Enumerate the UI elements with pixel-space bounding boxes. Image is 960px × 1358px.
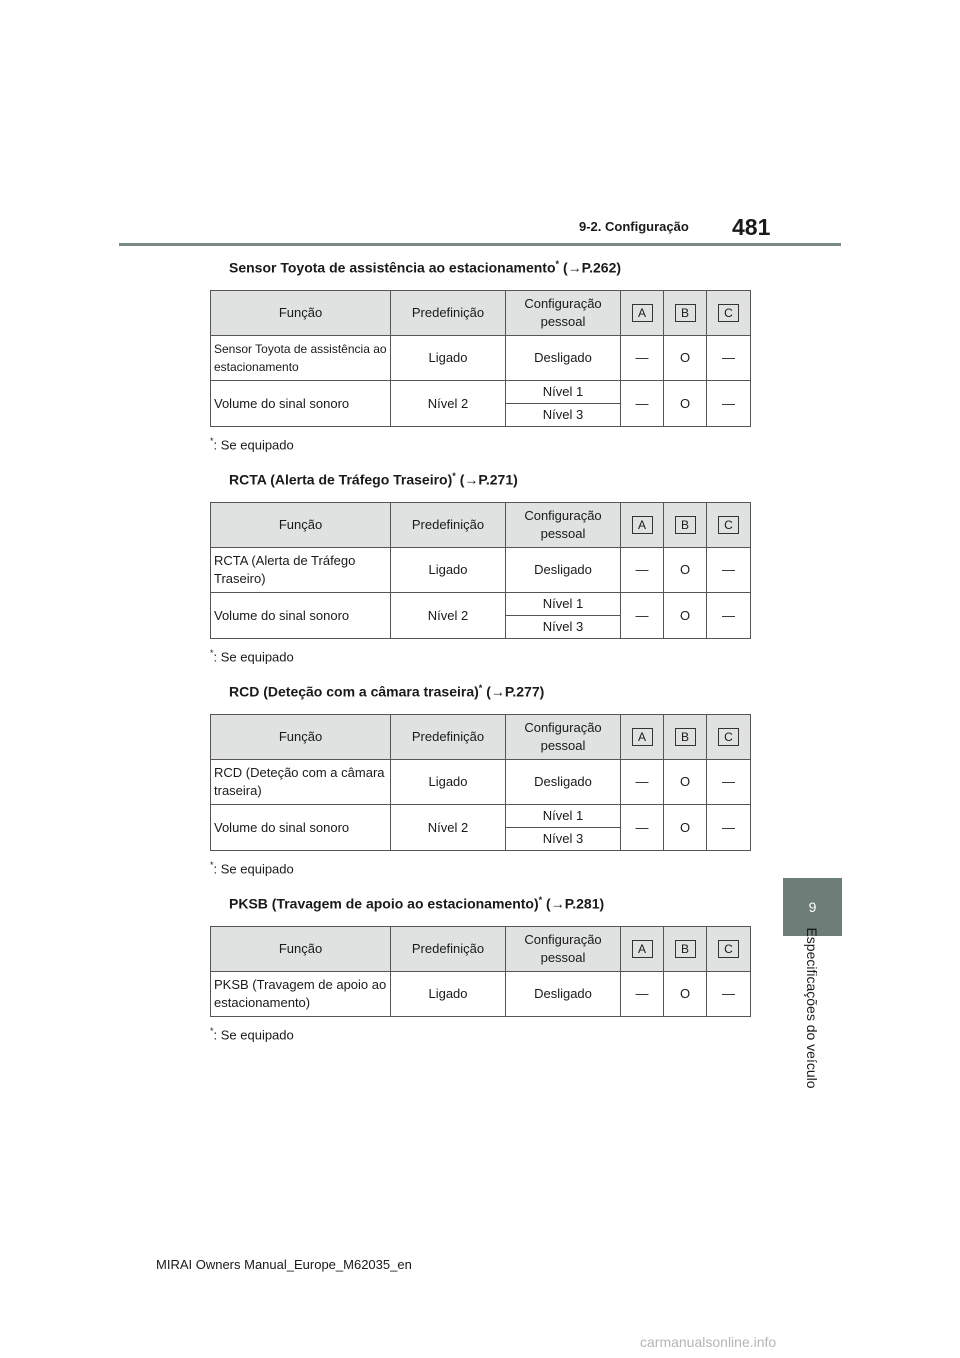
cell-custom: Nível 3 — [506, 616, 621, 639]
cell-a: — — [621, 972, 664, 1017]
cell-custom: Nível 3 — [506, 828, 621, 851]
cell-function: Volume do sinal sonoro — [211, 381, 391, 427]
footnote: *: Se equipado — [210, 1026, 294, 1043]
cell-custom: Nível 3 — [506, 404, 621, 427]
cell-default: Ligado — [391, 336, 506, 381]
cell-custom: Nível 1 — [506, 805, 621, 828]
col-b: B — [664, 503, 707, 548]
settings-table — [210, 502, 751, 639]
col-custom: Configuração pessoal — [506, 927, 621, 972]
section-rcd — [210, 677, 750, 876]
cell-a: — — [621, 381, 664, 427]
col-a: A — [621, 715, 664, 760]
table-header — [211, 715, 751, 760]
col-function: Função — [211, 503, 391, 548]
cell-c: — — [707, 805, 751, 851]
footer-manual-name: MIRAI Owners Manual_Europe_M62035_en — [156, 1257, 412, 1272]
section-title-parking-sensor: Sensor Toyota de assistência ao estacionamento* (→P.262) — [229, 259, 622, 276]
cell-a: — — [621, 805, 664, 851]
cell-b: O — [664, 336, 707, 381]
col-a: A — [621, 927, 664, 972]
section-title: 9-2. Configuração — [579, 219, 689, 234]
cell-c: — — [707, 381, 751, 427]
cell-custom: Nível 1 — [506, 381, 621, 404]
table-header — [211, 291, 751, 336]
cell-default: Ligado — [391, 548, 506, 593]
table-header — [211, 927, 751, 972]
settings-table — [210, 926, 751, 1017]
col-c: C — [707, 927, 751, 972]
cell-a: — — [621, 760, 664, 805]
col-a: A — [621, 503, 664, 548]
cell-function: PKSB (Travagem de apoio ao estacionamento) — [211, 972, 391, 1017]
section-parking-sensor — [210, 253, 750, 452]
cell-default: Nível 2 — [391, 805, 506, 851]
cell-a: — — [621, 548, 664, 593]
header-rule — [119, 243, 841, 246]
section-title-rcta: RCTA (Alerta de Tráfego Traseiro)* (→P.271) — [229, 471, 518, 488]
chapter-tab-number: 9 — [808, 899, 817, 915]
col-default: Predefinição — [391, 503, 506, 548]
table-row — [211, 593, 751, 616]
cell-b: O — [664, 548, 707, 593]
col-a: A — [621, 291, 664, 336]
table-row — [211, 805, 751, 828]
page-number: 481 — [732, 214, 771, 240]
cell-b: O — [664, 381, 707, 427]
footnote: *: Se equipado — [210, 648, 294, 665]
cell-c: — — [707, 548, 751, 593]
col-custom: Configuração pessoal — [506, 715, 621, 760]
col-function: Função — [211, 291, 391, 336]
table-row — [211, 336, 751, 381]
cell-custom: Desligado — [506, 336, 621, 381]
cell-a: — — [621, 593, 664, 639]
table-row — [211, 381, 751, 404]
chapter-label: Especificações do veículo — [804, 927, 820, 1089]
footnote: *: Se equipado — [210, 436, 294, 453]
cell-default: Nível 2 — [391, 593, 506, 639]
watermark: carmanualsonline.info — [640, 1334, 777, 1350]
cell-custom: Desligado — [506, 548, 621, 593]
cell-c: — — [707, 972, 751, 1017]
section-pksb — [210, 889, 750, 1042]
cell-b: O — [664, 593, 707, 639]
cell-c: — — [707, 760, 751, 805]
section-title-pksb: PKSB (Travagem de apoio ao estacionamento)* (→P.281) — [229, 895, 605, 912]
cell-function: Volume do sinal sonoro — [211, 805, 391, 851]
col-function: Função — [211, 715, 391, 760]
col-c: C — [707, 715, 751, 760]
table-header — [211, 503, 751, 548]
cell-c: — — [707, 593, 751, 639]
cell-default: Ligado — [391, 760, 506, 805]
col-custom: Configuração pessoal — [506, 291, 621, 336]
col-default: Predefinição — [391, 291, 506, 336]
cell-c: — — [707, 336, 751, 381]
table-row — [211, 548, 751, 593]
section-rcta — [210, 465, 750, 664]
table-row — [211, 972, 751, 1017]
col-function: Função — [211, 927, 391, 972]
col-default: Predefinição — [391, 927, 506, 972]
footnote: *: Se equipado — [210, 860, 294, 877]
cell-function: RCTA (Alerta de Tráfego Traseiro) — [211, 548, 391, 593]
settings-table — [210, 714, 751, 851]
cell-a: — — [621, 336, 664, 381]
cell-default: Nível 2 — [391, 381, 506, 427]
cell-custom: Nível 1 — [506, 593, 621, 616]
col-c: C — [707, 503, 751, 548]
settings-table — [210, 290, 751, 427]
cell-custom: Desligado — [506, 760, 621, 805]
cell-b: O — [664, 972, 707, 1017]
table-row — [211, 760, 751, 805]
section-title-rcd: RCD (Deteção com a câmara traseira)* (→P.277) — [229, 683, 545, 700]
cell-function: Sensor Toyota de assistência ao estacionamento — [211, 336, 391, 381]
cell-custom: Desligado — [506, 972, 621, 1017]
col-b: B — [664, 291, 707, 336]
cell-b: O — [664, 760, 707, 805]
col-b: B — [664, 927, 707, 972]
cell-default: Ligado — [391, 972, 506, 1017]
cell-b: O — [664, 805, 707, 851]
cell-function: RCD (Deteção com a câmara traseira) — [211, 760, 391, 805]
cell-function: Volume do sinal sonoro — [211, 593, 391, 639]
col-default: Predefinição — [391, 715, 506, 760]
col-b: B — [664, 715, 707, 760]
col-c: C — [707, 291, 751, 336]
col-custom: Configuração pessoal — [506, 503, 621, 548]
